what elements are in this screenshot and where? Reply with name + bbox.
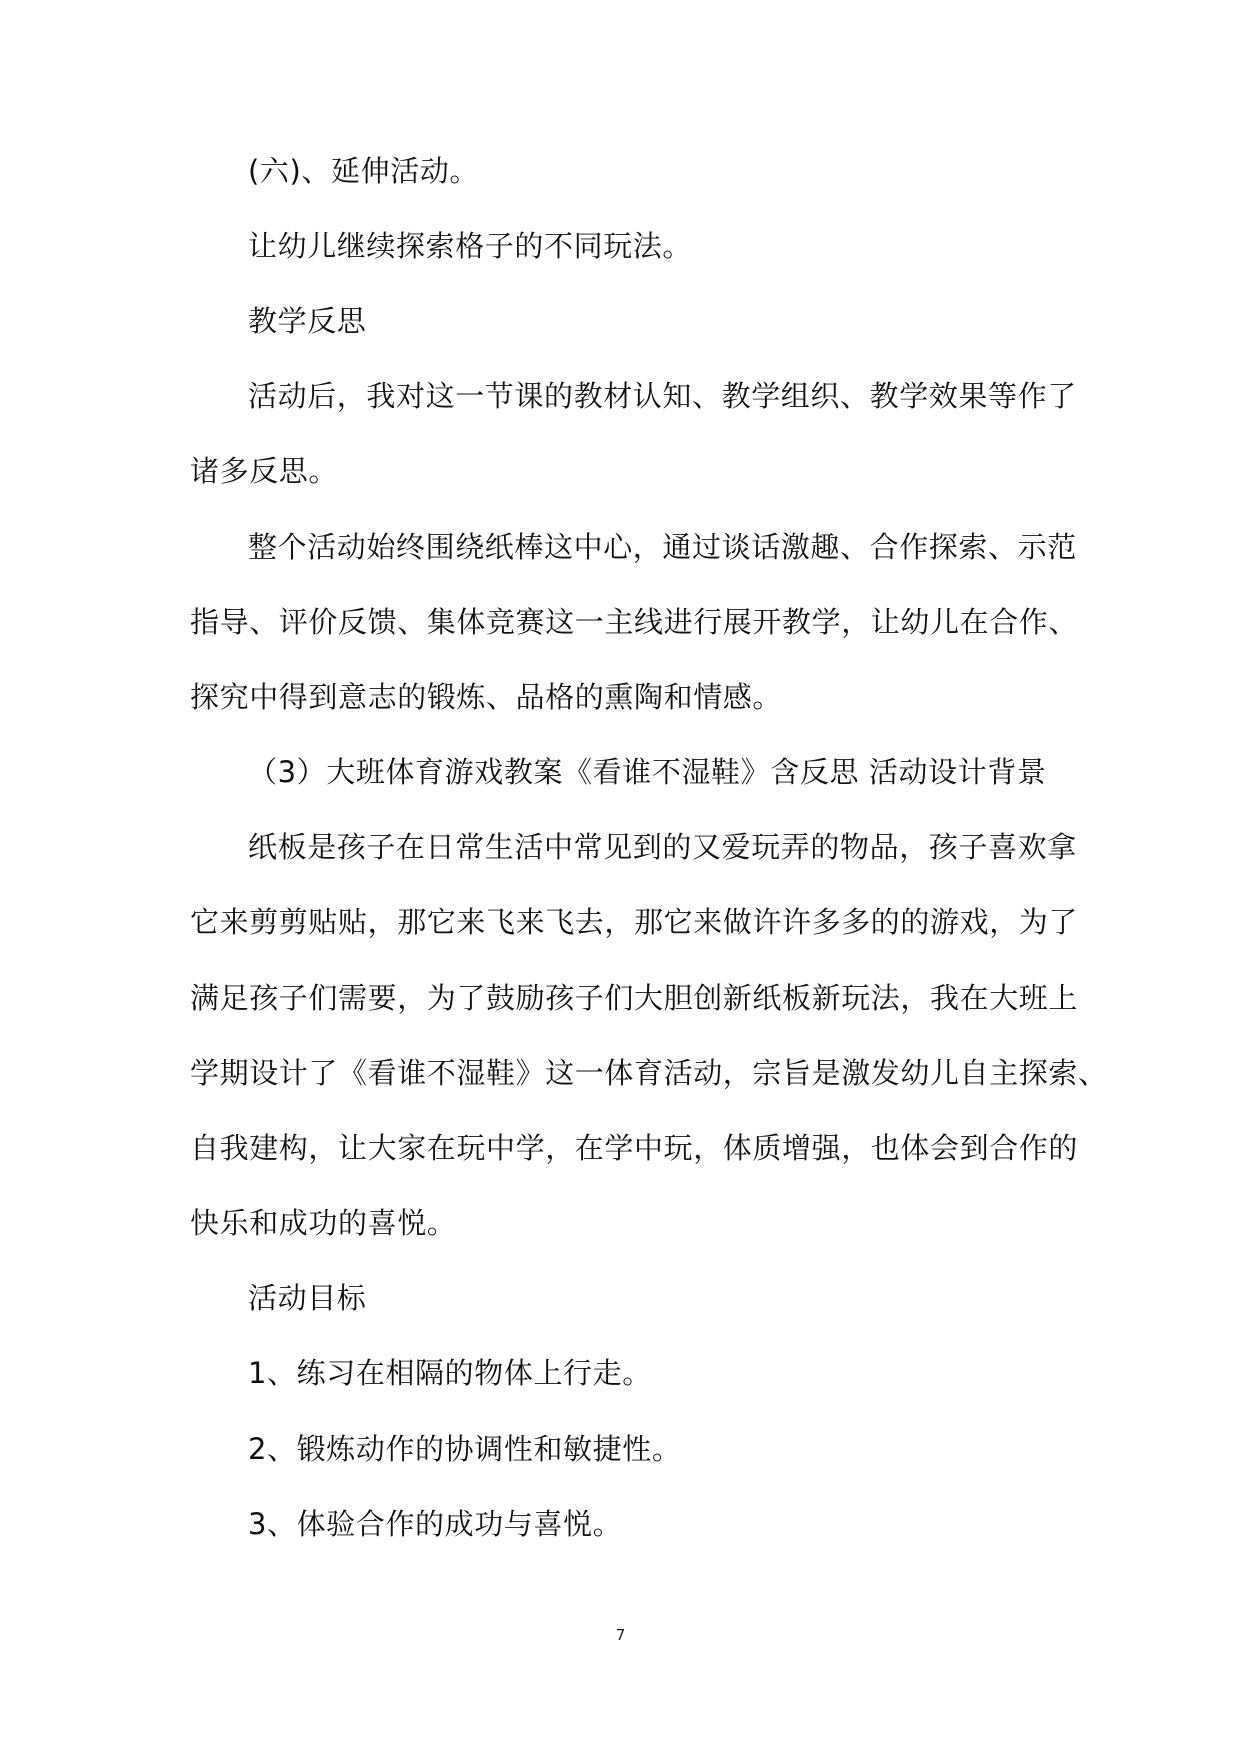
lesson-title-line: （3）大班体育游戏教案《看谁不湿鞋》含反思 活动设计背景 [248,755,1047,789]
paragraph-line: 快乐和成功的喜悦。 [190,1206,457,1240]
paragraph-line: 活动后，我对这一节课的教材认知、教学组织、教学效果等作了 [248,379,1077,413]
goal-item: 3、体验合作的成功与喜悦。 [248,1507,623,1541]
section-heading-teaching-reflection: 教学反思 [248,304,367,338]
paragraph-line: 纸板是孩子在日常生活中常见到的又爱玩弄的物品，孩子喜欢拿 [248,830,1077,864]
page-number: 7 [615,1626,626,1644]
paragraph-line: 学期设计了《看谁不湿鞋》这一体育活动，宗旨是激发幼儿自主探索、 [190,1056,1108,1090]
paragraph-line: 它来剪剪贴贴，那它来飞来飞去，那它来做许许多多的的游戏，为了 [190,905,1079,939]
section-heading-extension-activity: (六)、延伸活动。 [248,154,480,188]
paragraph-line: 自我建构，让大家在玩中学，在学中玩，体质增强，也体会到合作的 [190,1131,1079,1165]
paragraph-line: 让幼儿继续探索格子的不同玩法。 [248,229,693,263]
goal-item: 2、锻炼动作的协调性和敏捷性。 [248,1432,682,1466]
paragraph-line: 诸多反思。 [190,454,339,488]
goal-item: 1、练习在相隔的物体上行走。 [248,1356,652,1390]
paragraph-line: 探究中得到意志的锻炼、品格的熏陶和情感。 [190,680,783,714]
section-heading-activity-goals: 活动目标 [248,1281,367,1315]
paragraph-line: 整个活动始终围绕纸棒这中心，通过谈话激趣、合作探索、示范 [248,530,1077,564]
paragraph-line: 指导、评价反馈、集体竞赛这一主线进行展开教学，让幼儿在合作、 [190,605,1079,639]
paragraph-line: 满足孩子们需要，为了鼓励孩子们大胆创新纸板新玩法，我在大班上 [190,981,1079,1015]
